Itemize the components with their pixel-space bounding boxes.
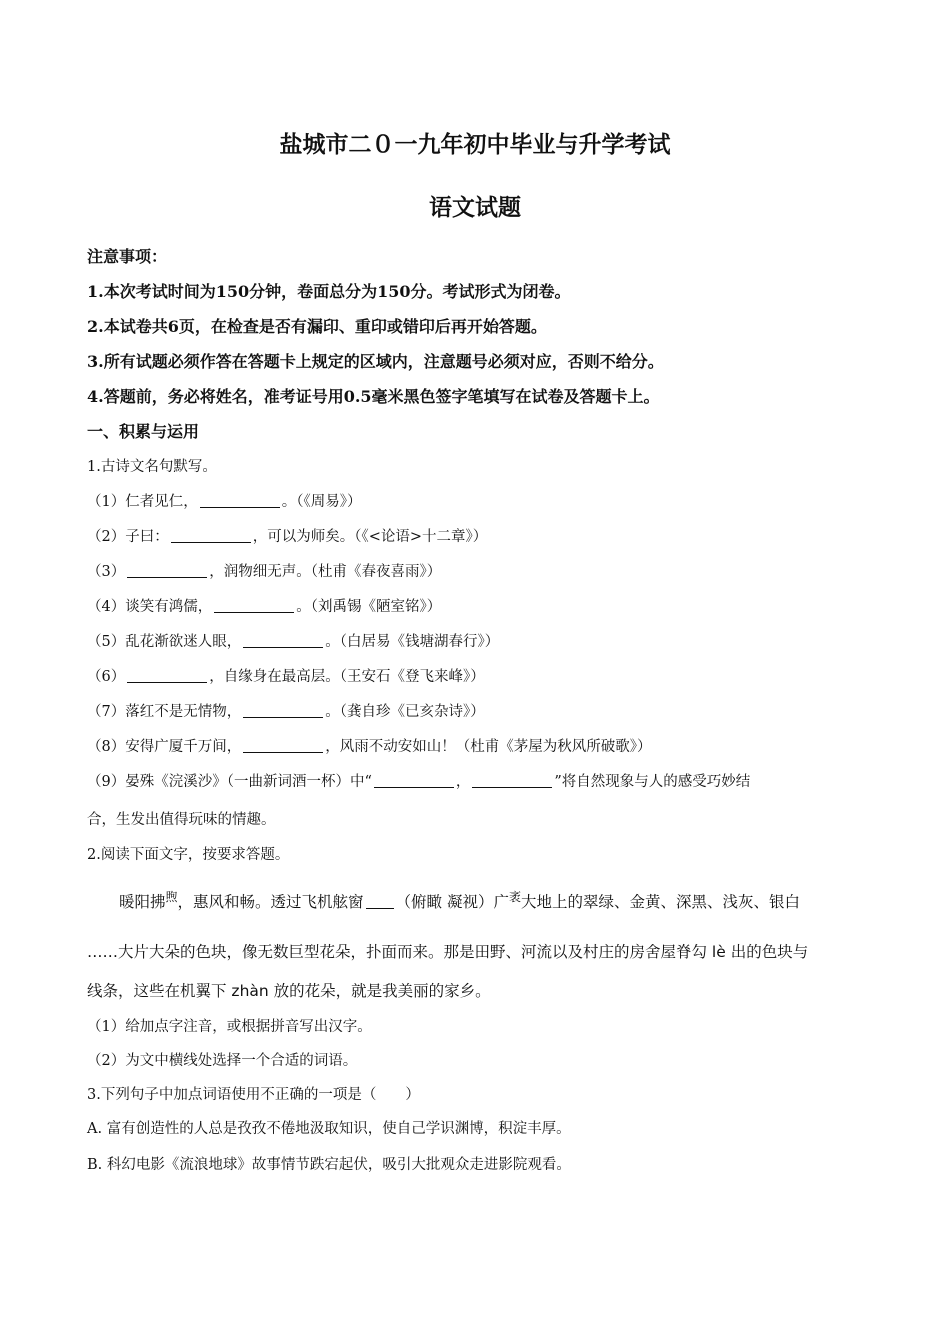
- answer-blank[interactable]: [243, 633, 323, 648]
- passage-text: 暖阳拂: [119, 893, 166, 911]
- item-text: （9）晏殊《浣溪沙》（一曲新词酒一杯）中“: [87, 774, 372, 790]
- item-text: （8）安得广厦千万间，: [87, 739, 242, 755]
- question-2-sub: （2）为文中横线处选择一个合适的词语。: [87, 1053, 358, 1069]
- passage-text: （俯瞰 凝视）广: [395, 893, 509, 911]
- answer-blank[interactable]: [374, 773, 454, 788]
- notice-heading: 注意事项：: [87, 247, 168, 266]
- question-1-item: [87, 630, 499, 651]
- item-text: 。（《周易》）: [281, 494, 362, 510]
- option-a: A. 富有创造性的人总是孜孜不倦地汲取知识，使自己学识渊博，积淀丰厚。: [87, 1121, 571, 1137]
- section-heading: 一、积累与运用: [87, 422, 200, 441]
- item-text: ，: [455, 774, 471, 790]
- answer-blank[interactable]: [243, 703, 323, 718]
- question-2-stem: 2.阅读下面文字，按要求答题。: [87, 847, 290, 863]
- exam-title: 盐城市二０一九年初中毕业与升学考试: [279, 131, 671, 158]
- question-1-item: [87, 665, 485, 686]
- question-1-item: [87, 735, 651, 756]
- notice-item: 4.答题前，务必将姓名，准考证号用0.5毫米黑色签字笔填写在试卷及答题卡上。: [87, 387, 660, 406]
- item-text: ”将自然现象与人的感受巧妙结: [554, 774, 751, 790]
- item-text: （6）: [87, 669, 126, 685]
- answer-blank[interactable]: [200, 493, 280, 508]
- answer-blank[interactable]: [127, 563, 207, 578]
- question-1-item: [87, 700, 485, 721]
- passage-text: ，惠风和畅。透过飞机舷窗: [177, 893, 364, 911]
- item-text: （7）落红不是无情物，: [87, 704, 242, 720]
- notice-item: 1.本次考试时间为150分钟，卷面总分为150分。考试形式为闭卷。: [87, 282, 571, 301]
- option-b: B. 科幻电影《流浪地球》故事情节跌宕起伏，吸引大批观众走进影院观看。: [87, 1157, 571, 1173]
- question-1-stem: 1.古诗文名句默写。: [87, 459, 217, 475]
- item-text: （3）: [87, 564, 126, 580]
- item-text: （5）乱花渐欲迷人眼，: [87, 634, 242, 650]
- question-1-item: [87, 595, 441, 616]
- answer-blank[interactable]: [171, 528, 251, 543]
- question-1-item: [87, 490, 361, 511]
- passage-text: 大地上的翠绿、金黄、深黑、浅灰、银白: [521, 893, 801, 911]
- answer-blank[interactable]: [472, 773, 552, 788]
- item-text: 。（龚自珍《已亥杂诗》）: [325, 704, 485, 720]
- question-1-item: [87, 770, 750, 791]
- item-text: （2）子曰：: [87, 529, 169, 545]
- passage-line: 线条，这些在机翼下 zhàn 放的花朵，就是我美丽的家乡。: [87, 982, 491, 1000]
- notice-item: 3.所有试题必须作答在答题卡上规定的区域内，注意题号必须对应，否则不给分。: [87, 352, 664, 371]
- question-2-sub: （1）给加点字注音，或根据拼音写出汉字。: [87, 1019, 372, 1035]
- item-text: ，风雨不动安如山！（杜甫《茅屋为秋风所破歌》）: [325, 739, 652, 755]
- item-text: ，自缘身在最高层。（王安石《登飞来峰》）: [209, 669, 485, 685]
- item-text: （1）仁者见仁，: [87, 494, 198, 510]
- passage-line: [119, 890, 800, 912]
- passage-line: ……大片大朵的色块，像无数巨型花朵，扑面而来。那是田野、河流以及村庄的房舍屋脊勾 lè 出的色块与: [87, 943, 809, 961]
- dotted-character: 袤: [508, 890, 521, 904]
- question-1-item: [87, 525, 487, 546]
- item-text: ，可以为师矣。（《<论语>十二章》）: [252, 529, 488, 545]
- exam-subtitle: 语文试题: [429, 194, 521, 221]
- answer-blank[interactable]: [127, 668, 207, 683]
- notice-item: 2.本试卷共6页，在检查是否有漏印、重印或错印后再开始答题。: [87, 317, 547, 336]
- question-1-item: [87, 560, 441, 581]
- item-text: 。（刘禹锡《陋室铭》）: [296, 599, 442, 615]
- dotted-character: 煦: [165, 890, 178, 904]
- answer-blank[interactable]: [243, 738, 323, 753]
- answer-blank[interactable]: [214, 598, 294, 613]
- item-text: 。（白居易《钱塘湖春行》）: [325, 634, 500, 650]
- item-text: ，润物细无声。（杜甫《春夜喜雨》）: [209, 564, 442, 580]
- question-3-stem: 3.下列句子中加点词语使用不正确的一项是（ ）: [87, 1087, 420, 1103]
- item-text: （4）谈笑有鸿儒，: [87, 599, 213, 615]
- question-1-item-continued: 合，生发出值得玩味的情趣。: [87, 812, 276, 828]
- answer-blank[interactable]: [366, 896, 394, 909]
